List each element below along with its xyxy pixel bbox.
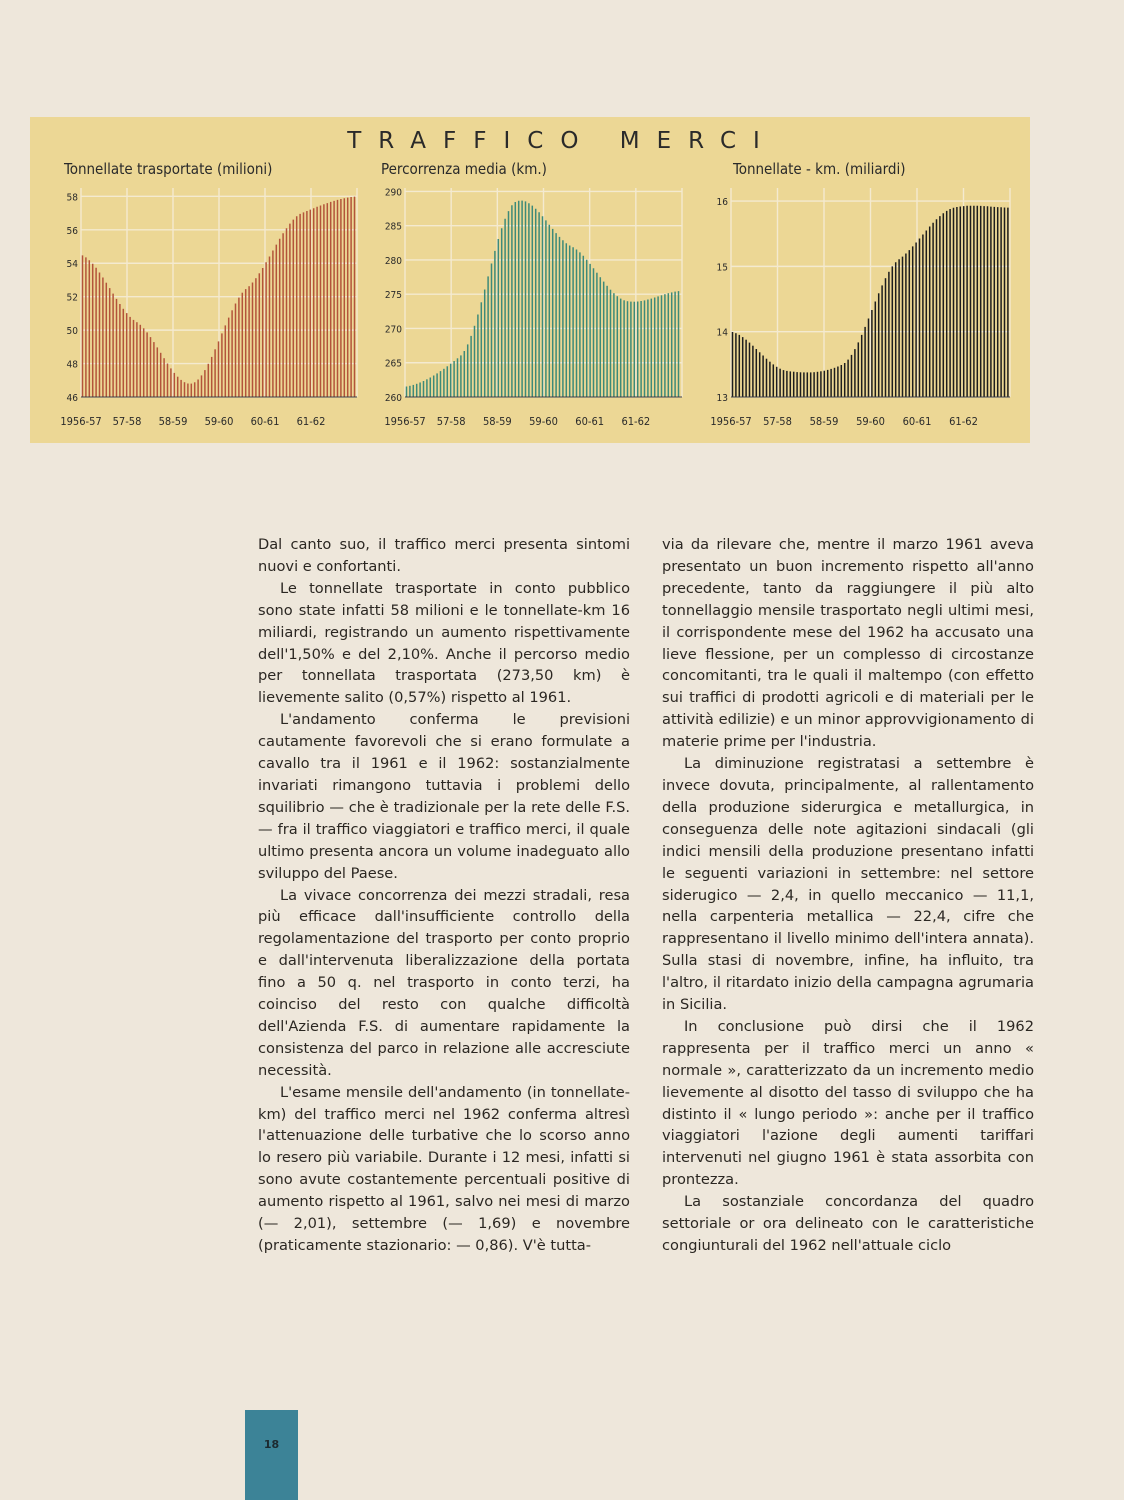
paragraph: In conclusione può dirsi che il 1962 rappresenta per il traffico merci un anno « normale », caratterizzato da un incremento medio lievemente al disotto del tasso di sviluppo che ha distinto il « lungo periodo »: anche per il traffico viaggiatori l'azione degli aumenti tariffari intervenuti nel giugno 1961 è stata assorbita con prontezza. [662,1017,1034,1189]
y-tick-label: 48 [66,359,78,371]
page-number-tab [245,1410,298,1500]
y-tick-label: 290 [384,187,402,199]
y-tick-label: 54 [66,259,78,271]
x-tick-label: 58-59 [809,415,839,428]
chart-2 [384,187,682,428]
y-tick-label: 14 [716,327,728,339]
x-tick-label: 57-58 [436,415,466,428]
traffic-charts [0,0,1124,450]
paragraph: via da rilevare che, mentre il marzo 1961 aveva presentato un buon incremento rispetto all'anno precedente, tanto da raggiungere il più alto tonnellaggio mensile trasportato negli ultimi mesi, il corrispondente mese del 1962 ha accusato una lieve flessione, per un complesso di circostanze concomitanti, tra le quali il maltempo (con effetto sui traffici di prodotti agricoli e di materiali per le attività edilizie) e un minor approvvigionamento di materie prime per l'industria. [662,536,1034,751]
chart-2-title: Percorrenza media (km.) [381,160,547,178]
x-tick-label: 61-62 [949,415,978,428]
x-tick-label: 57-58 [112,415,142,428]
paragraph: La sostanziale concordanza del quadro settoriale or ora delineato con le caratteristiche congiunturali del 1962 nell'attuale ciclo [662,1193,1034,1254]
x-tick-label: 59-60 [529,415,558,428]
y-tick-label: 270 [384,324,402,336]
y-tick-label: 13 [716,393,728,404]
x-tick-label: 61-62 [296,415,326,428]
text-column-left [258,534,630,1257]
y-tick-label: 46 [66,393,78,404]
paragraph: L'andamento conferma le previsioni cautamente favorevoli che si erano formulate a cavallo tra il 1961 e il 1962: sostanzialmente invariati rimangono tuttavia i problemi dello squilibrio — che è tradizionale per la rete delle F.S. — fra il traffico viaggiatori e traffico merci, il quale ultimo presenta ancora un volume inadeguato allo sviluppo del Paese. [258,711,630,882]
x-tick-label: 60-61 [250,415,280,428]
text-column-right [662,534,1034,1257]
y-tick-label: 265 [384,358,402,370]
x-tick-label: 60-61 [902,415,932,428]
y-tick-label: 58 [66,192,78,204]
x-tick-label: 59-60 [204,415,234,428]
x-tick-label: 57-58 [763,415,792,428]
paragraph: Le tonnellate trasportate in conto pubblico sono state infatti 58 milioni e le tonnellate-km 16 miliardi, registrando un aumento rispettivamente dell'1,50% e del 2,10%. Anche il percorso medio per tonnellata trasportata (273,50 km) è lievemente salito (0,57%) rispetto al 1961. [258,579,630,707]
y-tick-label: 280 [384,255,402,267]
x-tick-label: 1956-57 [60,415,102,428]
y-tick-label: 16 [716,197,728,209]
x-tick-label: 1956-57 [710,415,752,428]
x-tick-label: 58-59 [482,415,512,428]
paragraph: La diminuzione registratasi a settembre è invece dovuta, principalmente, al rallentamento della produzione siderurgica e metallurgica, in conseguenza delle note agitazioni sindacali (gli indici mensili della produzione presentano infatti le seguenti variazioni in settembre: nel settore siderugico — 2,4, in quello meccanico — 11,1, nella carpenteria metallica — 22,4, cifre che rappresentano il livello minimo dell'intera annata). Sulla stasi di novembre, infine, ha influito, tra l'altro, il ritardato inizio della campagna agrumaria in Sicilia. [662,755,1034,1014]
y-tick-label: 52 [66,292,78,304]
chart-3 [710,188,1010,428]
paragraph: L'esame mensile dell'andamento (in tonnellate-km) del traffico merci nel 1962 conferma altresì l'attenuazione delle turbative che lo scorso anno lo resero più variabile. Durante i 12 mesi, infatti si sono avute costantemente percentuali positive di aumento rispetto al 1961, salvo nei mesi di marzo (— 2,01), settembre (— 1,69) e novembre (praticamente stazionario: — 0,86). V'è tutta- [258,1083,630,1254]
page-number: 18 [263,1438,280,1451]
paragraph: Dal canto suo, il traffico merci presenta sintomi nuovi e confortanti. [258,536,630,575]
y-tick-label: 260 [384,393,402,404]
x-tick-label: 58-59 [158,415,188,428]
chart-1 [60,188,357,428]
y-tick-label: 275 [384,290,402,302]
y-tick-label: 15 [716,262,728,274]
x-tick-label: 60-61 [575,415,605,428]
y-tick-label: 56 [66,225,78,237]
paragraph: La vivace concorrenza dei mezzi stradali, resa più efficace dall'insufficiente controllo della regolamentazione del trasporto per conto proprio e dall'intervenuta liberalizzazione della portata fino a 50 q. nel trasporto in conto terzi, ha coinciso del resto con qualche difficoltà dell'Azienda F.S. di aumentare rapidamente la consistenza del parco in relazione alle accresciute necessità. [258,886,630,1079]
main-title: TRAFFICO MERCI [347,128,777,154]
chart-3-title: Tonnellate - km. (miliardi) [733,160,906,178]
x-tick-label: 61-62 [621,415,651,428]
chart-1-title: Tonnellate trasportate (milioni) [64,160,273,178]
y-tick-label: 50 [66,326,78,338]
x-tick-label: 59-60 [856,415,885,428]
x-tick-label: 1956-57 [384,415,426,428]
y-tick-label: 285 [384,221,402,233]
